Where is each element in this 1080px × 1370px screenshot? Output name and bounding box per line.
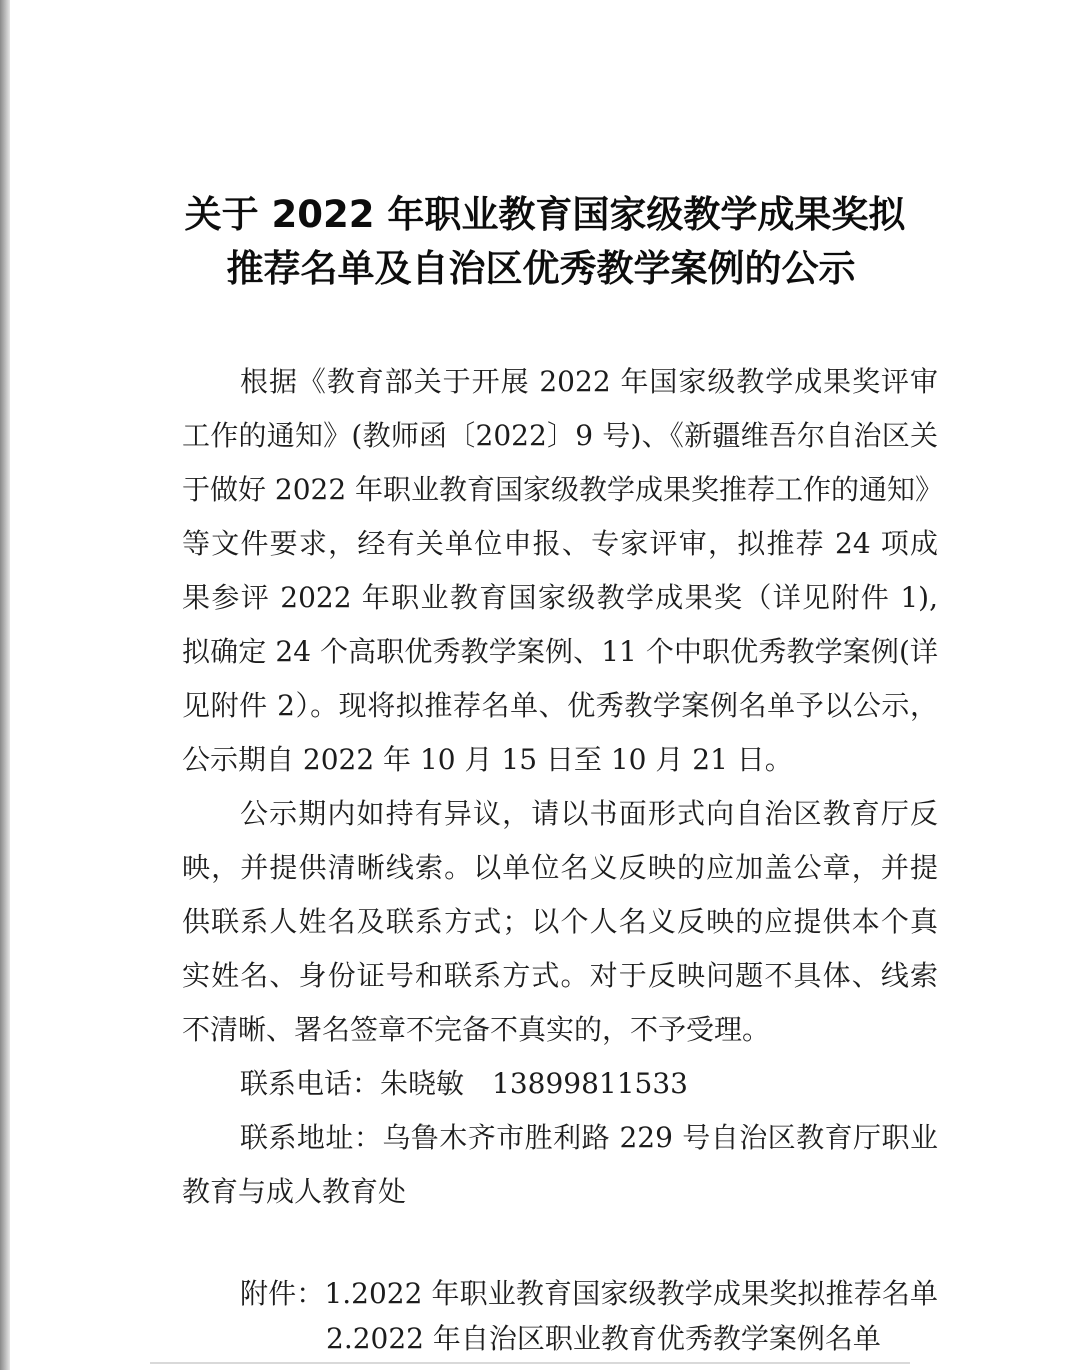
paragraph-1-line-2: 工作的通知》(教师函〔2022〕9 号)、《新疆维吾尔自治区关: [182, 419, 938, 452]
contact-phone-number: 13899811533: [492, 1067, 688, 1100]
document-page: [10, 0, 1080, 1370]
contact-address-line-1: 联系地址：乌鲁木齐市胜利路 229 号自治区教育厅职业: [240, 1121, 938, 1154]
document-title-line-2: 推荐名单及自治区优秀教学案例的公示: [226, 247, 856, 290]
paragraph-1-line-8: 公示期自 2022 年 10 月 15 日至 10 月 21 日。: [182, 743, 793, 776]
paragraph-2-line-1: 公示期内如持有异议，请以书面形式向自治区教育厅反: [240, 797, 938, 830]
paragraph-2-line-2: 映，并提供清晰线索。以单位名义反映的应加盖公章，并提: [182, 851, 938, 884]
contact-phone: [240, 1067, 688, 1101]
contact-address-line-2: 教育与成人教育处: [182, 1175, 407, 1208]
paragraph-1-line-7: 见附件 2）。现将拟推荐名单、优秀教学案例名单予以公示，: [182, 689, 938, 722]
attachment-item-2: 2.2022 年自治区职业教育优秀教学案例名单: [326, 1322, 881, 1355]
paragraph-1-line-4: 等文件要求，经有关单位申报、专家评审，拟推荐 24 项成: [182, 527, 938, 560]
page-bottom-rule: [150, 1362, 910, 1364]
document-title-line-1: 关于 2022 年职业教育国家级教学成果奖拟: [184, 193, 906, 236]
paragraph-2-line-5: 不清晰、署名签章不完备不真实的，不予受理。: [182, 1013, 771, 1046]
attachment-item-1: 附件：1.2022 年职业教育国家级教学成果奖拟推荐名单: [240, 1277, 938, 1310]
contact-phone-label: 联系电话：朱晓敏: [240, 1067, 465, 1100]
paragraph-1-line-3: 于做好 2022 年职业教育国家级教学成果奖推荐工作的通知》: [182, 473, 944, 506]
paragraph-1-line-6: 拟确定 24 个高职优秀教学案例、11 个中职优秀教学案例(详: [182, 635, 938, 668]
page-left-edge: [0, 0, 10, 1370]
paragraph-2-line-4: 实姓名、身份证号和联系方式。对于反映问题不具体、线索: [182, 959, 938, 992]
paragraph-1-line-1: 根据《教育部关于开展 2022 年国家级教学成果奖评审: [240, 365, 938, 398]
paragraph-1-line-5: 果参评 2022 年职业教育国家级教学成果奖（详见附件 1),: [182, 581, 938, 614]
paragraph-2-line-3: 供联系人姓名及联系方式；以个人名义反映的应提供本个真: [182, 905, 938, 938]
